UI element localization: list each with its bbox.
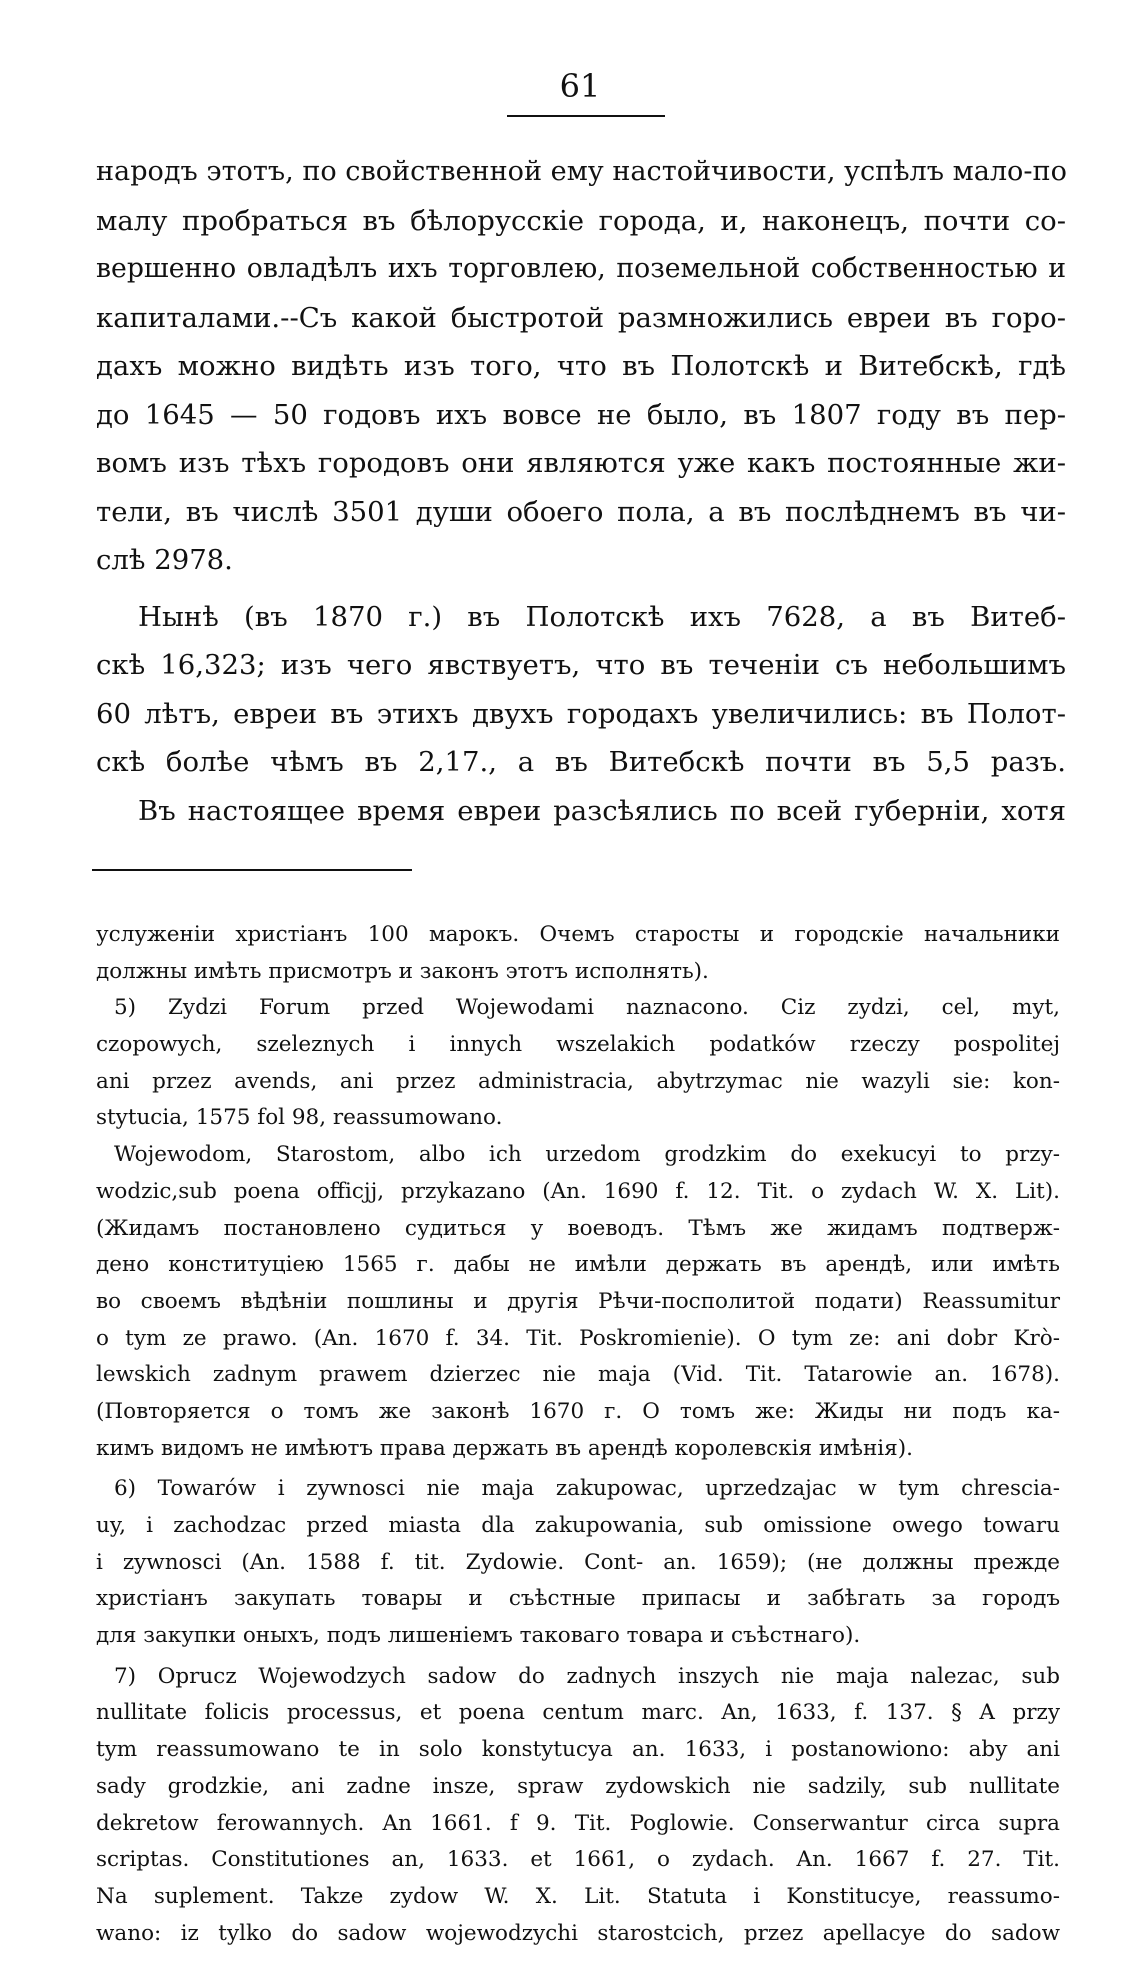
main-text: [96, 148, 1066, 835]
main-line: скѣ 16,323; изъ чего явствуетъ, что въ теченіи съ небольшимъ: [96, 649, 1066, 681]
footnote-line: дено конституціею 1565 г. дабы не имѣли держать въ арендѣ, или имѣть: [96, 1252, 1060, 1278]
footnote-line: o tym ze prawo. (An. 1670 f. 34. Tit. Poskromienie). O tym ze: ani dobr Krò-: [96, 1325, 1060, 1351]
footnote-line: scriptas. Constitutiones an, 1633. et 1661, o zydach. An. 1667 f. 27. Tit.: [96, 1847, 1060, 1873]
main-line: Въ настоящее время евреи разсѣялись по всей губерніи, хотя: [138, 794, 1066, 827]
footnote-line: wodzic,sub poena officjj, przykazano (An. 1690 f. 12. Tit. o zydach W. X. Lit).: [96, 1178, 1060, 1204]
main-line: капиталами.--Съ какой быстротой размножились евреи въ горо-: [96, 301, 1066, 334]
footnote-line: кимъ видомъ не имѣютъ права держать въ арендѣ королевскія имѣнія).: [96, 1435, 913, 1461]
footnote-line: lewskich zadnym prawem dzierzec nie maja (Vid. Tit. Tatarowie an. 1678).: [96, 1362, 1060, 1388]
footnote-line: czopowych, szeleznych i innych wszelakich podatków rzeczy pospolitej: [96, 1032, 1060, 1058]
main-line: дахъ можно видѣть изъ того, что въ Полотскѣ и Витебскѣ, гдѣ: [96, 350, 1066, 382]
footnote-line: 7) Oprucz Wojewodzych sadow do zadnych inszych nie maja nalezac, sub: [114, 1663, 1060, 1689]
page-number: 61: [559, 67, 601, 105]
footnote-line: tym reassumowano te in solo konstytucya an. 1633, i postanowiono: aby ani: [96, 1737, 1060, 1763]
main-line: вершенно овладѣлъ ихъ торговлею, поземельной собственностью и: [96, 253, 1066, 284]
main-line: Нынѣ (въ 1870 г.) въ Полотскѣ ихъ 7628, а въ Витеб-: [138, 600, 1066, 633]
footnote-line: dekretow ferowannych. An 1661. f 9. Tit. Poglowie. Conserwantur circa supra: [96, 1810, 1060, 1836]
footnote-line: услуженіи христіанъ 100 марокъ. Очемъ старосты и городскіе начальники: [96, 922, 1060, 947]
main-line: вомъ изъ тѣхъ городовъ они являются уже какъ постоянные жи-: [96, 447, 1066, 479]
footnote-line: Wojewodom, Starostom, albo ich urzedom grodzkim do exekucyi to przy-: [114, 1142, 1060, 1168]
footnote-line: должны имѣть присмотръ и законъ этотъ исполнять).: [96, 958, 709, 984]
footnote-line: 5) Zydzi Forum przed Wojewodami naznacono. Ciz zydzi, cel, myt,: [114, 995, 1060, 1021]
footnote-line: wano: iz tylko do sadow wojewodzychi starostcich, przez apellacye do sadow: [96, 1920, 1060, 1946]
main-line: малу пробраться въ бѣлорусскіе города, и, наконецъ, почти со-: [96, 204, 1066, 237]
footnote-line: Na suplement. Takze zydow W. X. Lit. Statuta i Konstitucye, reassumo-: [96, 1883, 1060, 1909]
page-number-rule: [507, 115, 665, 117]
main-line: 60 лѣтъ, евреи въ этихъ двухъ городахъ увеличились: въ Полот-: [96, 697, 1066, 730]
main-line: скѣ болѣе чѣмъ въ 2,17., а въ Витебскѣ почти въ 5,5 разъ.: [96, 746, 1066, 778]
footnote-line: i zywnosci (An. 1588 f. tit. Zydowie. Cont- an. 1659); (не должны прежде: [96, 1549, 1060, 1575]
footnote-line: nullitate folicis processus, et poena centum marc. An, 1633, f. 137. § A przy: [96, 1700, 1060, 1726]
footnote-line: (Жидамъ постановлено судиться у воеводъ. Тѣмъ же жидамъ подтверж-: [96, 1215, 1060, 1241]
footnote-line: 6) Towarów i zywnosci nie maja zakupowac, uprzedzajac w tym chrescia-: [114, 1476, 1060, 1502]
main-line: до 1645 — 50 годовъ ихъ вовсе не было, въ 1807 году въ пер-: [96, 398, 1066, 431]
main-line: народъ этотъ, по свойственной ему настойчивости, успѣлъ мало-по: [96, 156, 1067, 187]
footnote-line: sady grodzkie, ani zadne insze, spraw zydowskich nie sadzily, sub nullitate: [96, 1773, 1060, 1799]
footnote-separator: [92, 869, 412, 871]
footnote-line: (Повторяется о томъ же законѣ 1670 г. О томъ же: Жиды ни подъ ка-: [96, 1398, 1060, 1424]
main-line: тели, въ числѣ 3501 души обоего пола, а въ послѣднемъ въ чи-: [96, 495, 1066, 528]
footnote-line: ani przez avends, ani przez administracia, abytrzymac nie wazyli sie: kon-: [96, 1068, 1060, 1094]
footnotes: [96, 917, 1060, 1952]
footnote-line: uy, i zachodzac przed miasta dla zakupowania, sub omissione owego towaru: [96, 1513, 1060, 1538]
footnote-line: христіанъ закупать товары и съѣстные припасы и забѣгать за городъ: [96, 1586, 1060, 1612]
footnote-line: во своемъ вѣдѣніи пошлины и другія Рѣчи-посполитой подати) Reassumitur: [96, 1288, 1060, 1314]
footnote-line: stytucia, 1575 fol 98, reassumowano.: [96, 1105, 503, 1131]
main-line: слѣ 2978.: [96, 544, 233, 576]
footnote-line: для закупки оныхъ, подъ лишеніемъ таковаго товара и съѣстнаго).: [96, 1623, 861, 1649]
